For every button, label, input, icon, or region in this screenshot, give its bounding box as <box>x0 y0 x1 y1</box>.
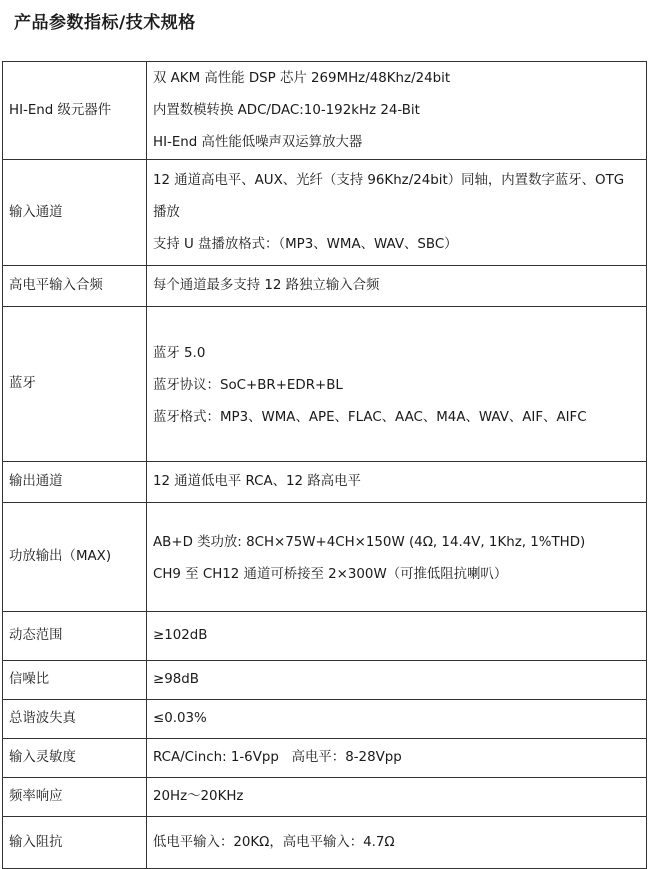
table-row <box>3 160 647 266</box>
value-line: 蓝牙协议：SoC+BR+EDR+BL <box>153 377 343 393</box>
row-value <box>147 503 647 612</box>
row-value <box>147 612 647 661</box>
table-row <box>3 739 647 778</box>
row-label: 频率响应 <box>3 778 147 817</box>
value-line: CH9 至 CH12 通道可桥接至 2×300W（可推低阻抗喇叭） <box>153 566 508 582</box>
value-line: AB+D 类功放: 8CH×75W+4CH×150W (4Ω, 14.4V, 1Khz, 1%THD) <box>153 534 586 550</box>
table-row <box>3 266 647 307</box>
row-label: 动态范围 <box>3 612 147 661</box>
row-value <box>147 778 647 817</box>
table-row <box>3 307 647 462</box>
row-value <box>147 700 647 739</box>
value-line: 低电平输入：20KΩ，高电平输入：4.7Ω <box>153 834 395 850</box>
row-label: 输入通道 <box>3 160 147 266</box>
row-label: 总谐波失真 <box>3 700 147 739</box>
value-line: 蓝牙 5.0 <box>153 345 206 361</box>
row-label: 功放输出（MAX) <box>3 503 147 612</box>
table-row <box>3 661 647 700</box>
row-value <box>147 739 647 778</box>
page-title: 产品参数指标/技术规格 <box>14 13 196 33</box>
value-line: 12 通道低电平 RCA、12 路高电平 <box>153 474 361 489</box>
value-line: 12 通道高电平、AUX、光纤（支持 96Khz/24bit）同轴，内置数字蓝牙、OTG 播放 <box>153 172 625 220</box>
row-value <box>147 462 647 503</box>
table-row <box>3 700 647 739</box>
value-line: 20Hz～20KHz <box>153 789 244 804</box>
row-label: 输入灵敏度 <box>3 739 147 778</box>
row-value <box>147 307 647 462</box>
row-label: HI-End 级元器件 <box>3 62 147 160</box>
value-line: 每个通道最多支持 12 路独立输入合频 <box>153 278 380 293</box>
value-line: ≤0.03% <box>153 711 207 726</box>
value-line: RCA/Cinch: 1-6Vpp 高电平：8-28Vpp <box>153 750 402 765</box>
value-line: 蓝牙格式：MP3、WMA、APE、FLAC、AAC、M4A、WAV、AIF、AIFC <box>153 409 587 425</box>
row-value <box>147 817 647 869</box>
table-row <box>3 817 647 869</box>
row-value <box>147 266 647 307</box>
value-line: ≥102dB <box>153 628 208 643</box>
value-line: ≥98dB <box>153 672 199 687</box>
table-row <box>3 778 647 817</box>
table-row <box>3 503 647 612</box>
row-value <box>147 661 647 700</box>
row-label: 蓝牙 <box>3 307 147 462</box>
row-label: 高电平输入合频 <box>3 266 147 307</box>
value-line: 内置数模转换 ADC/DAC:10-192kHz 24-Bit <box>153 102 420 118</box>
spec-table <box>2 61 647 869</box>
value-line: 双 AKM 高性能 DSP 芯片 269MHz/48Khz/24bit <box>153 70 451 86</box>
row-value <box>147 160 647 266</box>
value-line: 支持 U 盘播放格式：（MP3、WMA、WAV、SBC） <box>153 236 458 252</box>
table-row <box>3 62 647 160</box>
table-row <box>3 462 647 503</box>
row-label: 信噪比 <box>3 661 147 700</box>
value-line: HI-End 高性能低噪声双运算放大器 <box>153 134 363 150</box>
row-value <box>147 62 647 160</box>
row-label: 输出通道 <box>3 462 147 503</box>
row-label: 输入阻抗 <box>3 817 147 869</box>
table-row <box>3 612 647 661</box>
